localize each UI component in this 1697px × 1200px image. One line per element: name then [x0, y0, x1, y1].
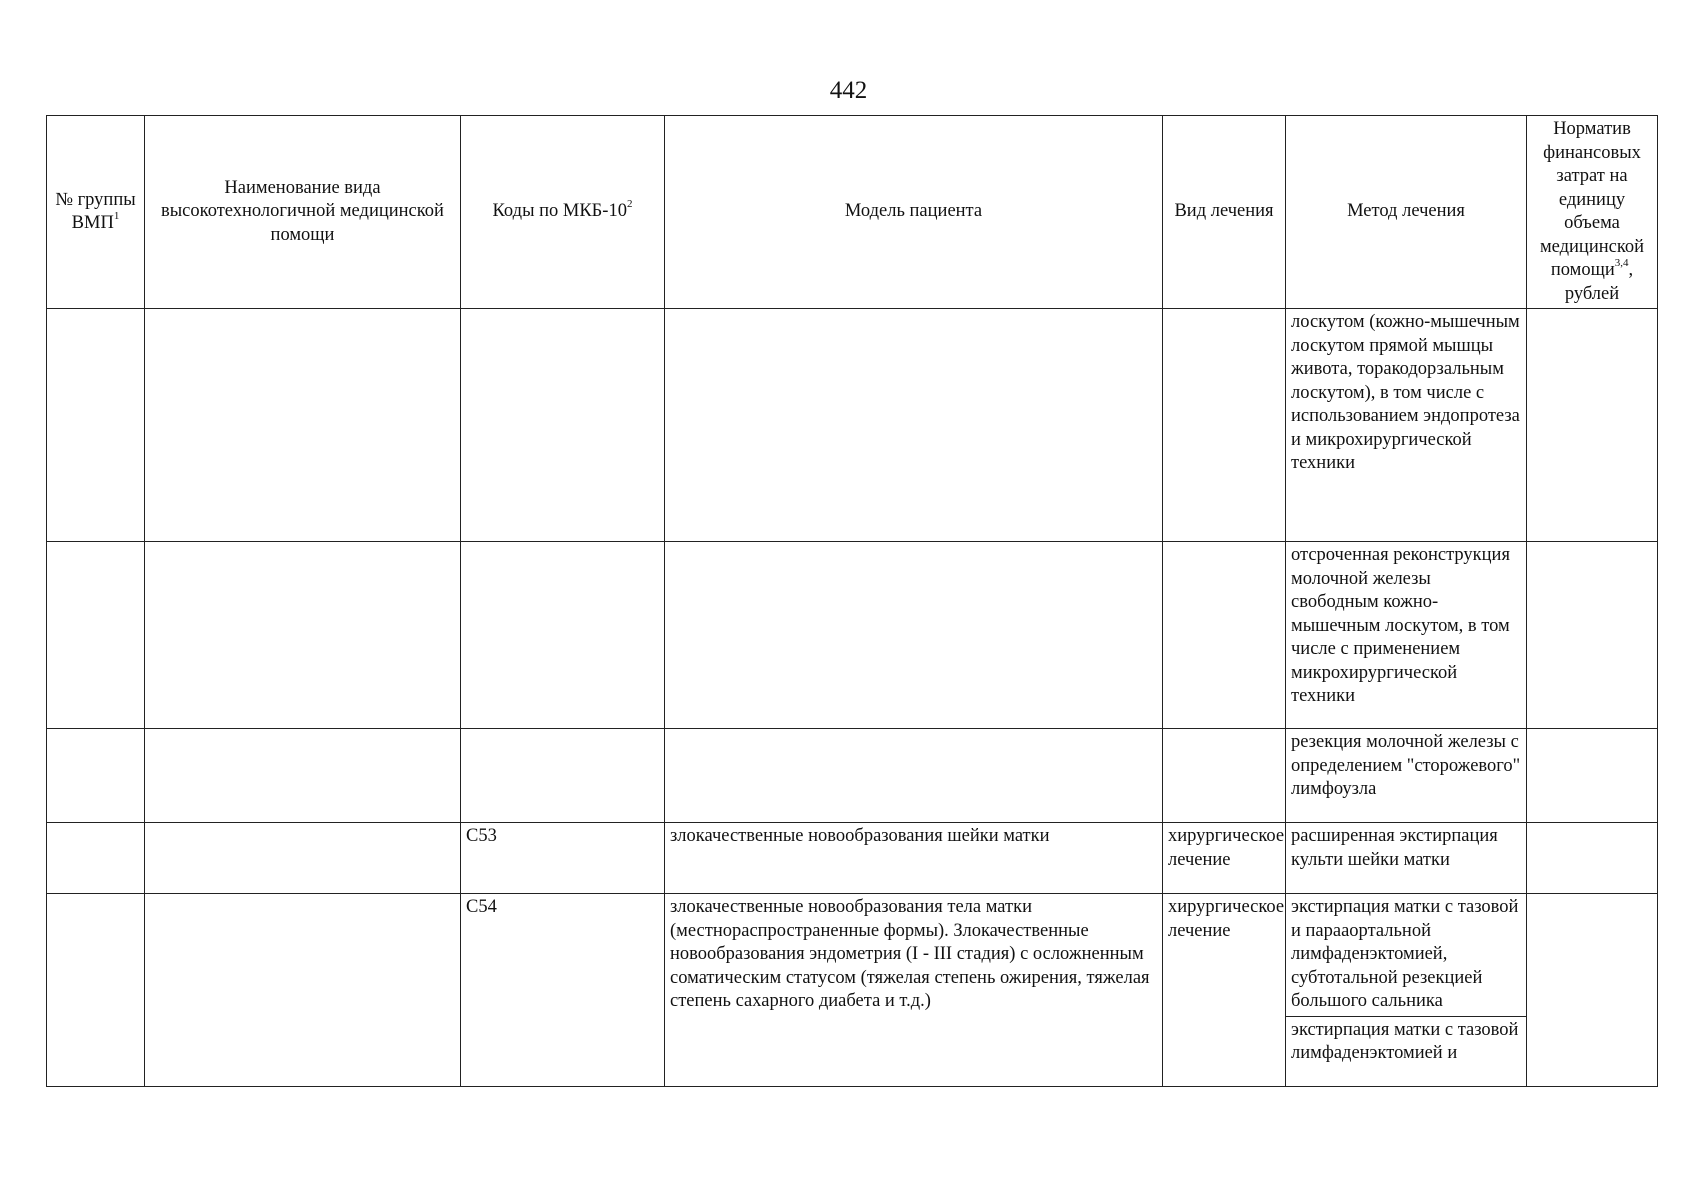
cell-codes — [461, 309, 665, 542]
cell-name — [145, 309, 461, 542]
cell-norm — [1527, 894, 1658, 1087]
table-row — [47, 309, 1658, 542]
cell-group — [47, 823, 145, 894]
cell-group — [47, 729, 145, 823]
cell-codes — [461, 542, 665, 729]
cell-norm — [1527, 542, 1658, 729]
cell-codes: C54 — [461, 894, 665, 1087]
header-model: Модель пациента — [665, 116, 1163, 309]
cell-method: экстирпация матки с тазовой и парааортальной лимфаденэктомией, субтотальной резекцией большого сальника — [1286, 894, 1527, 1017]
cell-codes — [461, 729, 665, 823]
cell-treatment-type — [1163, 542, 1286, 729]
cell-model — [665, 729, 1163, 823]
header-norm: Норматив финансовых затрат на единицу объема медицинской помощи$^{3,4}$, рублей — [1527, 116, 1658, 309]
cell-group — [47, 309, 145, 542]
vmp-table — [46, 115, 1658, 1087]
page-number: 442 — [829, 77, 868, 104]
cell-treatment-type: хирургическое лечение — [1163, 894, 1286, 1087]
cell-group — [47, 894, 145, 1087]
cell-treatment-type: хирургическое лечение — [1163, 823, 1286, 894]
cell-method: отсроченная реконструкция молочной железы свободным кожно-мышечным лоскутом, в том числе с применением микрохирургической техники — [1286, 542, 1527, 729]
cell-model — [665, 542, 1163, 729]
cell-codes: C53 — [461, 823, 665, 894]
cell-method: резекция молочной железы с определением "сторожевого" лимфоузла — [1286, 729, 1527, 823]
header-treatment-type: Вид лечения — [1163, 116, 1286, 309]
cell-name — [145, 823, 461, 894]
cell-norm — [1527, 729, 1658, 823]
cell-group — [47, 542, 145, 729]
table-row — [47, 894, 1658, 1017]
cell-method: лоскутом (кожно-мышечным лоскутом прямой мышцы живота, торакодорзальным лоскутом), в том числе с использованием эндопротеза и микрохирургической техники — [1286, 309, 1527, 542]
table-row — [47, 542, 1658, 729]
header-name: Наименование вида высокотехнологичной медицинской помощи — [145, 116, 461, 309]
cell-name — [145, 729, 461, 823]
cell-name — [145, 894, 461, 1087]
table-header-row — [47, 116, 1658, 309]
header-codes: Коды по МКБ-$10^2$ — [461, 116, 665, 309]
cell-norm — [1527, 823, 1658, 894]
header-method: Метод лечения — [1286, 116, 1527, 309]
table-row — [47, 823, 1658, 894]
table-row — [47, 729, 1658, 823]
cell-name — [145, 542, 461, 729]
cell-method: расширенная экстирпация культи шейки матки — [1286, 823, 1527, 894]
cell-treatment-type — [1163, 729, 1286, 823]
cell-model: злокачественные новообразования тела матки (местнораспространенные формы). Злокачественные новообразования эндометрия (I - III стадия) с осложненным соматическим статусом (тяжелая степень ожирения, тяжелая степень сахарного диабета и т.д.) — [665, 894, 1163, 1087]
cell-norm — [1527, 309, 1658, 542]
cell-method: экстирпация матки с тазовой лимфаденэктомией и — [1286, 1016, 1527, 1086]
header-group: № группы ВМП$^1$ — [47, 116, 145, 309]
cell-model: злокачественные новообразования шейки матки — [665, 823, 1163, 894]
cell-model — [665, 309, 1163, 542]
cell-treatment-type — [1163, 309, 1286, 542]
